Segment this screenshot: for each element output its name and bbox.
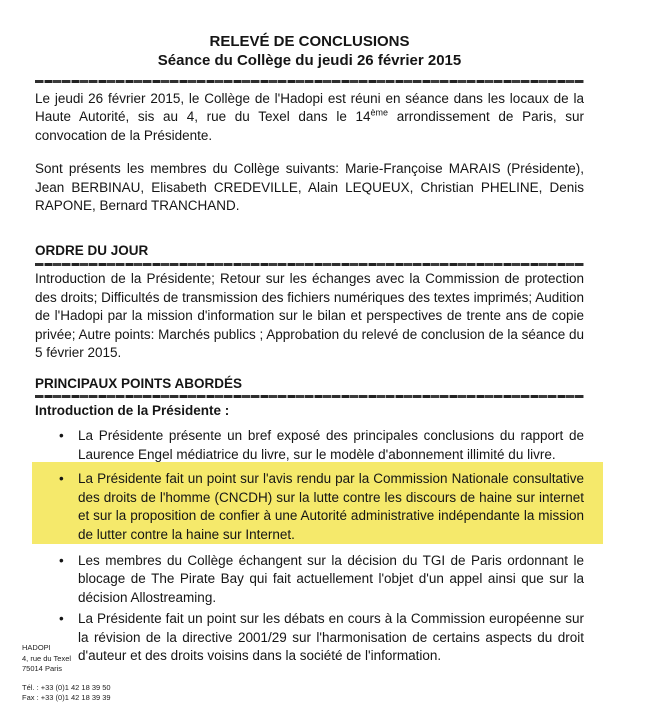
bullet-icon: • [59,552,64,568]
intro-text-after: arrondissement de Paris, sur convocation de la Présidente. [35,109,585,143]
bullet-text: La Présidente présente un bref exposé des principales conclusions du rapport de Laurence Engel médiatrice du livre, sur le modèle d'abonnement illimité du livre. [78,428,584,462]
letterhead-footer [22,643,111,704]
main-points-heading: PRINCIPAUX POINTS ABORDÉS [35,376,243,392]
list-item [35,610,584,665]
title-line-1: RELEVÉ DE CONCLUSIONS [209,33,410,50]
list-item [35,552,584,607]
footer-address-line: 75014 Paris [22,664,63,673]
bullet-icon: • [59,428,64,444]
bullet-text: La Présidente fait un point sur l'avis rendu par la Commission Nationale consultative des droits de l'homme (CNCDH) sur la lutte contre les discours de haine sur internet et sur la proposition de confier à une Autorité administrative indépendante la mission de lutter contre la haine sur Internet. [78,471,584,542]
agenda-heading: ORDRE DU JOUR [35,243,149,259]
president-intro-subheading: Introduction de la Présidente : [35,403,230,419]
footer-fax: Fax : +33 (0)1 42 18 39 39 [22,693,111,702]
title-line-2: Séance du Collège du jeudi 26 février 2015 [157,52,462,69]
divider [35,80,584,83]
ordinal-superscript: ème [370,107,389,118]
divider [35,395,584,398]
divider [35,263,584,266]
footer-address-line: 4, rue du Texel [22,653,72,663]
agenda-paragraph: Introduction de la Présidente; Retour sur les échanges avec la Commission de protection des droits; Difficultés de transmission des fichiers numériques des textes imprimés; Audition de l'Hadopi par la mission d'information sur le bilan et perspectives de trente ans de copie privée; Autre points: Marchés publics ; Approbation du relevé de conclusion de la séance du 5 février 2015. [35,271,584,361]
bullet-icon: • [59,611,64,627]
bullet-text: Les membres du Collège échangent sur la décision du TGI de Paris ordonnant le blocage de The Pirate Bay qui fait actuellement l'objet d'un appel ainsi que sur la décision Allostreaming. [78,552,584,605]
list-item [35,427,584,464]
bullet-icon: • [59,471,64,487]
document-body [35,0,584,665]
document-title [35,32,584,70]
footer-org-name: HADOPI [22,643,51,652]
intro-paragraph [35,90,584,145]
bullet-text: La Présidente fait un point sur les débats en cours à la Commission européenne sur la révision de la directive 2001/29 sur l'harmonisation de certains aspects du droit d'auteur et des droits voisins dans la société de l'information. [78,611,584,663]
attendees-paragraph: Sont présents les membres du Collège suivants: Marie-Françoise MARAIS (Présidente), Jean BERBINAU, Elisabeth CREDEVILLE, Alain LEQUEUX, Christian PHELINE, Denis RAPONE, Bernard TRANCHAND. [35,161,584,214]
intro-text-before: Le jeudi 26 février 2015, le Collège de l'Hadopi est réuni en séance dans les locaux de la Haute Autorité, sis au 4, rue du Texel dans le 14 [35,91,584,125]
footer-phone: Tél. : +33 (0)1 42 18 39 50 [22,682,111,692]
main-points-list [35,427,584,665]
highlighted-bullet [32,462,603,544]
